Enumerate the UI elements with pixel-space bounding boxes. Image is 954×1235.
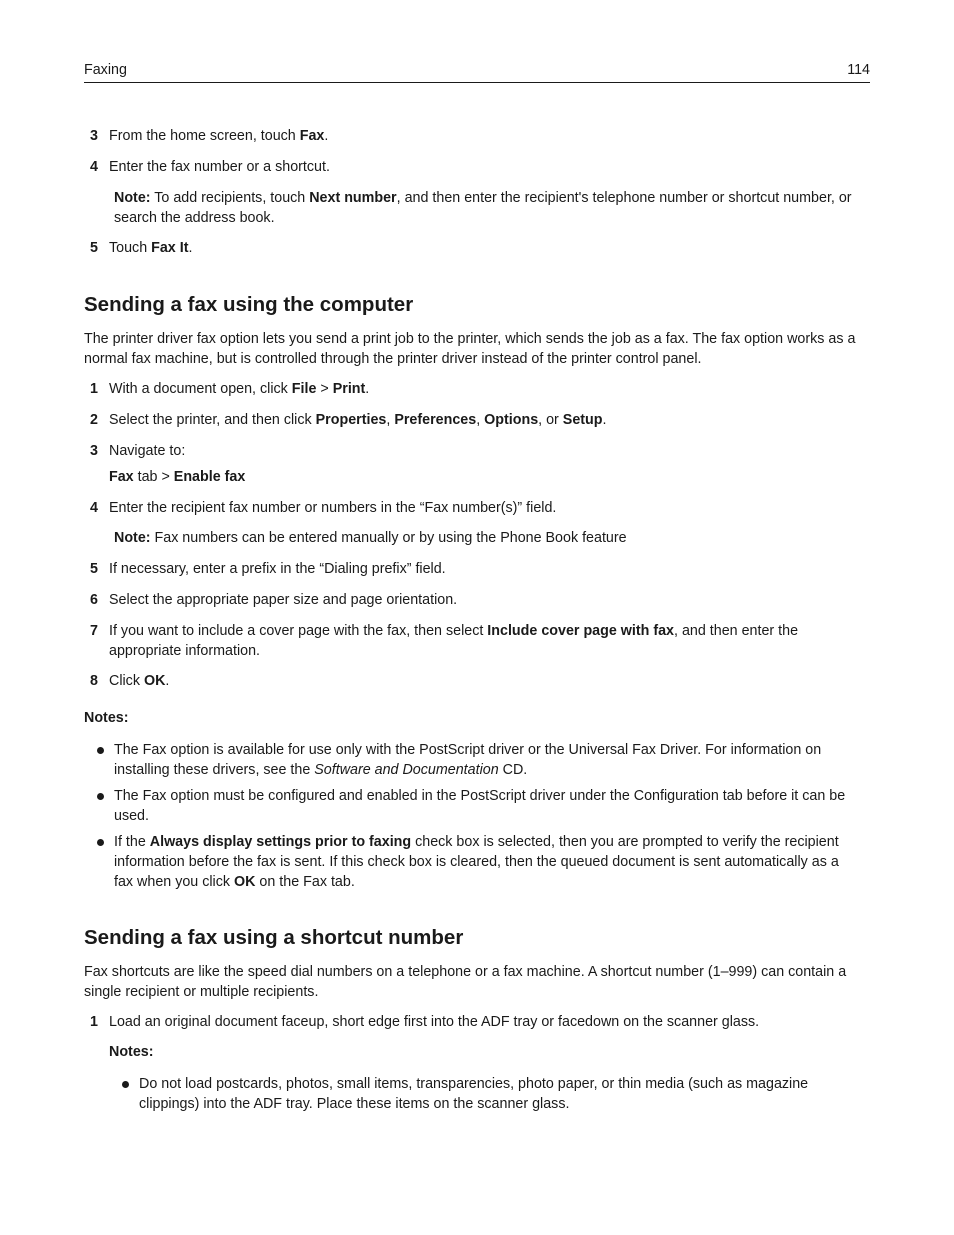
section-intro-shortcut: Fax shortcuts are like the speed dial numbers on a telephone or a fax machine. A shortcut number (1–999) can contain a single recipient or multiple recipients. — [84, 964, 847, 1000]
bullet-dot — [97, 793, 104, 800]
notes-label-computer: Notes: — [84, 710, 129, 726]
section-heading-shortcut: Sending a fax using a shortcut number — [84, 926, 464, 949]
bullet-dot — [97, 747, 104, 754]
bullet-dot — [122, 1081, 129, 1088]
section-intro-computer: The printer driver fax option lets you send a print job to the printer, which sends the job as a fax. The fax option works as a normal fax machine, but is controlled through the printer driver instead of the printer control panel. — [84, 331, 856, 367]
bullet-dot — [97, 839, 104, 846]
section-heading-computer: Sending a fax using the computer — [84, 293, 414, 316]
notes-label-shortcut: Notes: — [109, 1044, 154, 1060]
header-page-number: 114 — [847, 62, 870, 78]
note-add-recipients: Note: To add recipients, touch Next number, and then enter the recipient's telephone number or shortcut number, or search the address book. — [114, 190, 852, 226]
navigation-path: Fax tab > Enable fax — [109, 469, 246, 485]
running-header — [84, 60, 870, 83]
header-section: Faxing — [84, 62, 127, 78]
note-fax-numbers: Note: Fax numbers can be entered manually or by using the Phone Book feature — [114, 530, 627, 546]
